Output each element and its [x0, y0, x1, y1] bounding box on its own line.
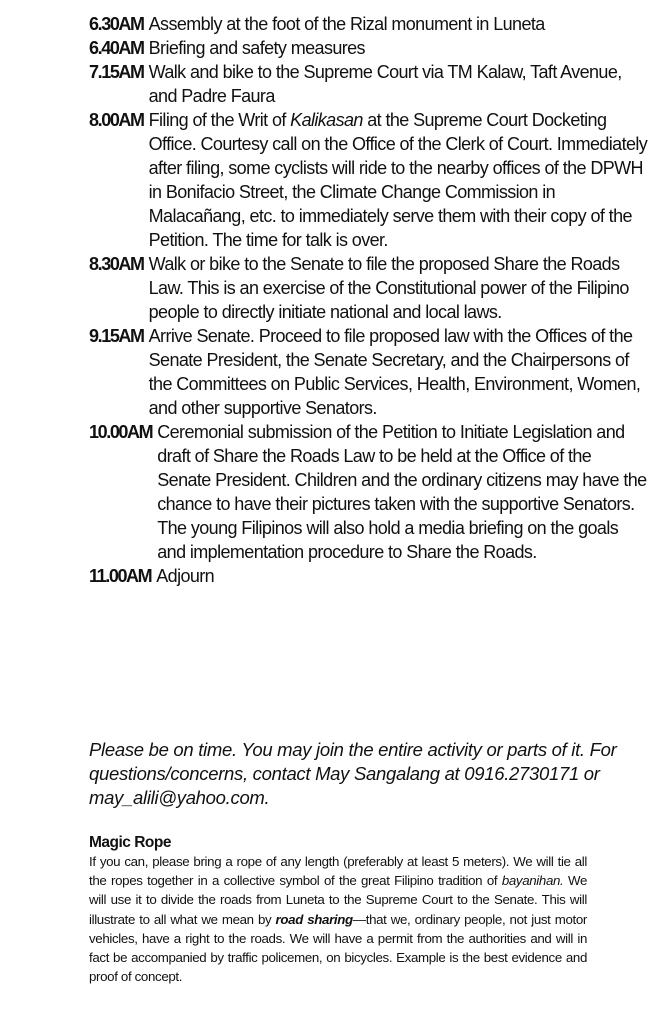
text-span: at the Supreme Court Docketing Office. Courtesy call on the Office of the Clerk of Court. Immediately after filing, some cyclists will ride to the nearby offices of the DPWH in Bonifacio Street, the Climate Change Commission in Malacañang, etc. to immediately serve them with their copy of the Petition. The time for talk is over.	[148, 110, 648, 250]
schedule-time: 11.00AM	[89, 566, 152, 586]
schedule-description	[149, 252, 649, 324]
schedule-time: 9.15AM	[89, 326, 144, 346]
schedule-time: 8.30AM	[89, 254, 144, 274]
schedule-time: 10.00AM	[89, 422, 153, 442]
schedule-description	[149, 108, 649, 252]
schedule-description	[149, 324, 649, 420]
text-span: Arrive Senate. Proceed to file proposed law with the Offices of the Senate President, the Senate Secretary, and the Chairpersons of the Committees on Public Services, Health, Environment, Women, and other supportive Senators.	[148, 326, 641, 418]
schedule-entry	[89, 108, 649, 252]
magic-rope-paragraph	[89, 852, 587, 986]
schedule-entry	[89, 12, 649, 36]
text-span: Walk and bike to the Supreme Court via TM Kalaw, Taft Avenue, and Padre Faura	[148, 62, 622, 106]
schedule-list	[89, 12, 649, 588]
text-span	[276, 912, 353, 927]
schedule-entry	[89, 564, 649, 588]
schedule-description	[149, 36, 649, 60]
text-span: Ceremonial submission of the Petition to Initiate Legislation and draft of Share the Roads Law to be held at the Office of the Senate President. Children and the ordinary citizens may have the chance to have their pictures taken with the supportive Senators. The young Filipinos will also hold a media briefing on the goals and implementation procedure to Share the Roads.	[157, 422, 647, 562]
text-span: Filing of the Writ of	[148, 110, 291, 130]
schedule-description	[149, 12, 649, 36]
emphasis-text: road sharing	[275, 911, 353, 927]
text-span: Kalikasan	[290, 110, 363, 130]
text-span: Walk or bike to the Senate to file the proposed Share the Roads Law. This is an exercise of the Constitutional power of the Filipino people to directly initiate national and local laws.	[148, 254, 629, 322]
schedule-description	[149, 60, 649, 108]
schedule-description	[157, 420, 649, 564]
schedule-time: 8.00AM	[89, 110, 144, 130]
text-span: —that we, ordinary people, not just motor vehicles, have a right to the roads. We will have a permit from the authorities and will in fact be accompanied by traffic policemen, on bicycles. Example is the best evidence and proof of concept.	[89, 911, 587, 985]
schedule-entry	[89, 324, 649, 420]
schedule-entry	[89, 60, 649, 108]
text-span: Assembly at the foot of the Rizal monument in Luneta	[148, 14, 545, 34]
schedule-time: 7.15AM	[89, 62, 144, 82]
schedule-entry	[89, 36, 649, 60]
notice-text: Please be on time. You may join the entire activity or parts of it. For questions/concerns, contact May Sangalang at 0916.2730171 or may_alili@yahoo.com.	[89, 739, 617, 808]
schedule-entry	[89, 252, 649, 324]
schedule-entry	[89, 420, 649, 564]
text-span: bayanihan.	[501, 873, 564, 889]
text-span: Adjourn	[156, 566, 215, 586]
text-span: Briefing and safety measures	[148, 38, 365, 58]
text-span: If you can, please bring a rope of any length (preferably at least 5 meters). We will tie all the ropes together in a collective symbol of the great Filipino tradition of	[89, 854, 587, 889]
text-span: We will use it to divide the roads from Luneta to the Supreme Court to the Senate. This will illustrate to all what we mean by	[89, 873, 587, 927]
schedule-time: 6.30AM	[89, 14, 144, 34]
schedule-description	[156, 564, 649, 588]
schedule-time: 6.40AM	[89, 38, 144, 58]
magic-rope-heading: Magic Rope	[89, 834, 171, 851]
